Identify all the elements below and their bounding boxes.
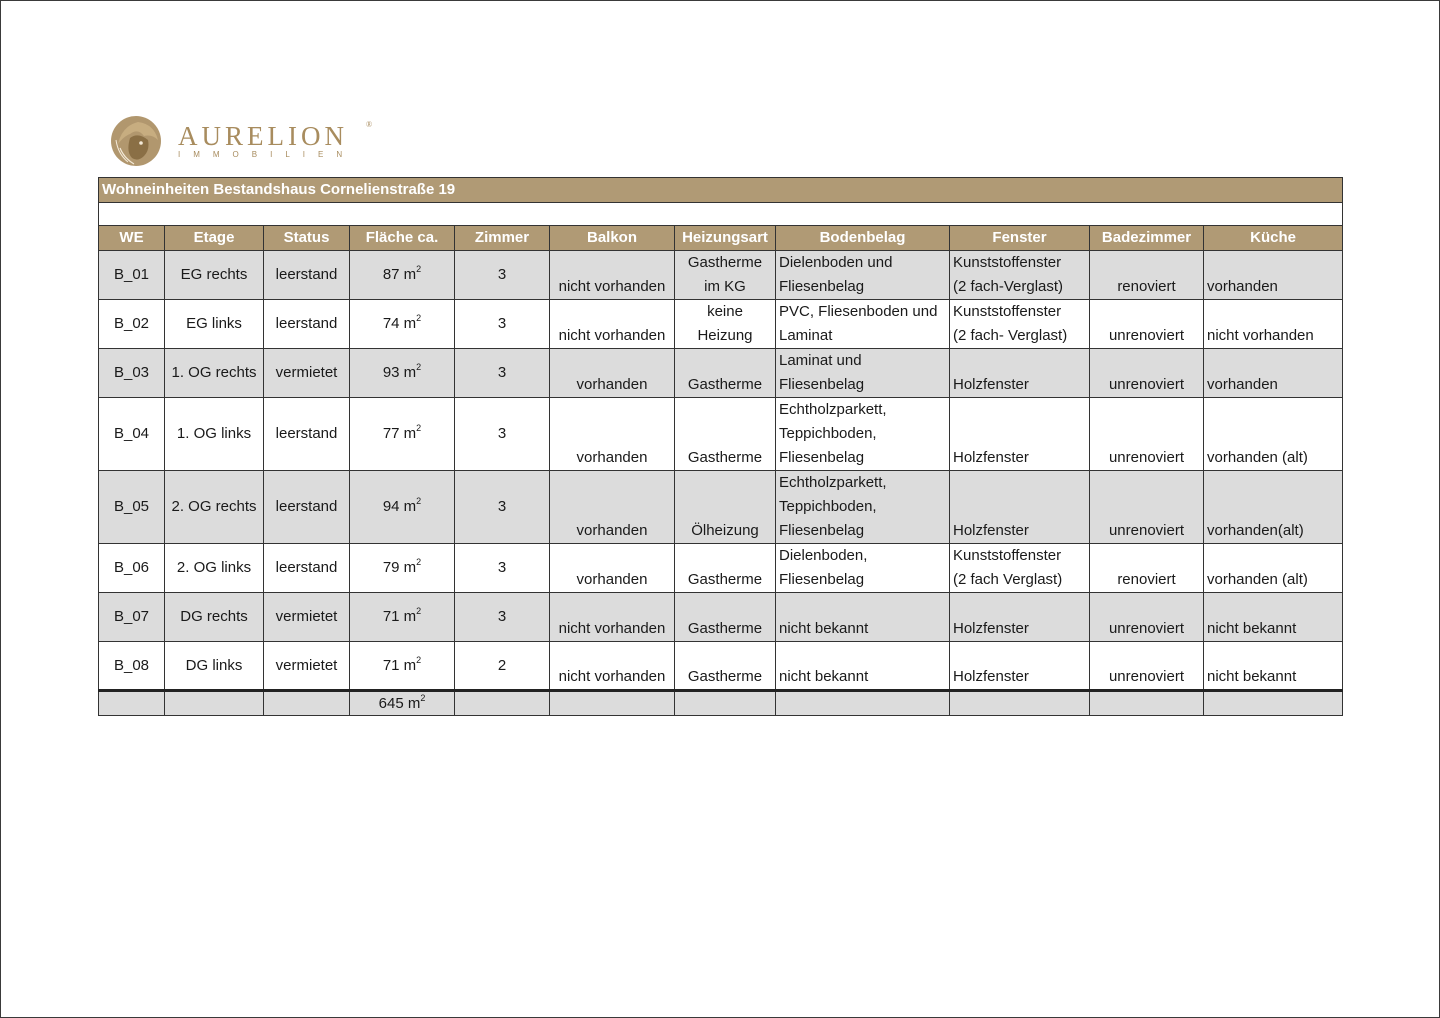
cell-status: leerstand: [264, 300, 350, 349]
area-unit: m: [403, 559, 417, 576]
cell-balkon: vorhanden: [550, 544, 675, 593]
cell-fenster-line: (2 fach-Verglast): [953, 278, 1064, 295]
area-exponent: 2: [416, 362, 422, 372]
column-header: WE: [99, 226, 165, 251]
table-row: [99, 642, 1343, 691]
cell-heizung: [675, 544, 776, 593]
cell-kueche: vorhanden: [1204, 251, 1343, 300]
cell-fenster-line: Kunststoffenster: [953, 547, 1062, 564]
cell-flaeche: [350, 398, 455, 471]
cell-fenster: [950, 544, 1090, 593]
cell-fenster: [950, 398, 1090, 471]
cell-status: leerstand: [264, 251, 350, 300]
cell-boden-line: Echtholzparkett,: [779, 401, 887, 418]
cell-kueche: vorhanden(alt): [1204, 471, 1343, 544]
cell-flaeche-value: 87: [382, 266, 400, 283]
area-unit: m: [403, 364, 417, 381]
cell-we: B_03: [99, 349, 165, 398]
cell-flaeche: [350, 300, 455, 349]
total-empty-cell: [675, 691, 776, 716]
blank-row: [99, 203, 1343, 226]
table-row: [99, 398, 1343, 471]
cell-heizung: [675, 251, 776, 300]
cell-heizung-line: Gastherme: [687, 668, 763, 685]
area-exponent: 2: [416, 654, 422, 665]
cell-fenster: [950, 349, 1090, 398]
area-unit: m: [407, 695, 421, 712]
cell-boden: [776, 300, 950, 349]
cell-boden: [776, 642, 950, 691]
cell-status: vermietet: [264, 593, 350, 642]
column-header: Zimmer: [455, 226, 550, 251]
cell-heizung: [675, 642, 776, 691]
cell-fenster-line: Holzfenster: [953, 668, 1029, 685]
cell-balkon: vorhanden: [550, 398, 675, 471]
cell-fenster-line: Holzfenster: [953, 620, 1029, 637]
area-unit: m: [403, 425, 417, 442]
cell-boden-line: Dielenboden und: [779, 254, 893, 271]
table-title: Wohneinheiten Bestandshaus Cornelienstraße 19: [99, 178, 1343, 203]
cell-etage: EG links: [165, 300, 264, 349]
cell-kueche: vorhanden (alt): [1204, 398, 1343, 471]
cell-kueche: vorhanden (alt): [1204, 544, 1343, 593]
cell-etage: 1. OG rechts: [165, 349, 264, 398]
cell-zimmer: 3: [455, 251, 550, 300]
cell-balkon: nicht vorhanden: [550, 300, 675, 349]
cell-status: leerstand: [264, 471, 350, 544]
cell-heizung: [675, 349, 776, 398]
cell-flaeche-value: 74: [382, 315, 400, 332]
area-exponent: 2: [416, 557, 422, 567]
cell-balkon: nicht vorhanden: [550, 593, 675, 642]
cell-bad: unrenoviert: [1090, 471, 1204, 544]
table-row: [99, 300, 1343, 349]
area-exponent: 2: [416, 423, 422, 433]
total-area: [350, 691, 455, 716]
cell-boden-line: PVC, Fliesenboden und: [779, 303, 938, 320]
cell-kueche: nicht vorhanden: [1204, 300, 1343, 349]
cell-fenster: [950, 593, 1090, 642]
cell-we: B_01: [99, 251, 165, 300]
cell-bad: unrenoviert: [1090, 349, 1204, 398]
cell-fenster-line: (2 fach- Verglast): [953, 327, 1068, 344]
area-exponent: 2: [416, 496, 422, 506]
cell-we: B_06: [99, 544, 165, 593]
cell-heizung: [675, 593, 776, 642]
cell-flaeche: [350, 471, 455, 544]
cell-heizung: [675, 471, 776, 544]
cell-we: B_05: [99, 471, 165, 544]
total-empty-cell: [550, 691, 675, 716]
cell-boden: [776, 471, 950, 544]
cell-fenster-line: (2 fach Verglast): [953, 571, 1063, 588]
area-unit: m: [403, 266, 417, 283]
cell-fenster: [950, 642, 1090, 691]
cell-kueche: vorhanden: [1204, 349, 1343, 398]
cell-etage: 1. OG links: [165, 398, 264, 471]
cell-boden-line: Fliesenbelag: [779, 522, 865, 539]
cell-balkon: nicht vorhanden: [550, 251, 675, 300]
area-exponent: 2: [420, 693, 426, 703]
cell-boden-line: Fliesenbelag: [779, 449, 865, 466]
cell-zimmer: 3: [455, 471, 550, 544]
column-header: Status: [264, 226, 350, 251]
cell-bad: unrenoviert: [1090, 300, 1204, 349]
cell-status: vermietet: [264, 349, 350, 398]
cell-boden-line: Dielenboden,: [779, 547, 868, 564]
area-exponent: 2: [416, 606, 422, 616]
cell-flaeche: [350, 349, 455, 398]
header-row: [99, 226, 1343, 251]
cell-boden: [776, 593, 950, 642]
brand-registered-mark: ®: [366, 120, 373, 129]
cell-heizung-line: Ölheizung: [691, 522, 759, 539]
cell-boden: [776, 251, 950, 300]
cell-balkon: vorhanden: [550, 349, 675, 398]
column-header: Badezimmer: [1090, 226, 1204, 251]
brand-name: AURELION: [178, 121, 348, 151]
cell-boden: [776, 349, 950, 398]
table-row: [99, 251, 1343, 300]
area-unit: m: [403, 498, 417, 515]
cell-status: vermietet: [264, 642, 350, 691]
cell-we: B_02: [99, 300, 165, 349]
cell-balkon: vorhanden: [550, 471, 675, 544]
column-header: Bodenbelag: [776, 226, 950, 251]
column-header: Küche: [1204, 226, 1343, 251]
cell-bad: unrenoviert: [1090, 398, 1204, 471]
cell-flaeche: [350, 593, 455, 642]
total-empty-cell: [1090, 691, 1204, 716]
cell-boden-line: nicht bekannt: [779, 668, 869, 685]
area-exponent: 2: [416, 264, 422, 274]
cell-flaeche: [350, 251, 455, 300]
total-area-value: 645: [378, 695, 404, 712]
cell-bad: renoviert: [1090, 251, 1204, 300]
total-empty-cell: [776, 691, 950, 716]
cell-boden: [776, 398, 950, 471]
area-unit: m: [403, 608, 417, 625]
area-exponent: 2: [416, 313, 422, 323]
cell-kueche: nicht bekannt: [1204, 593, 1343, 642]
cell-balkon: nicht vorhanden: [550, 642, 675, 691]
cell-we: B_07: [99, 593, 165, 642]
cell-boden-line: Laminat: [779, 327, 833, 344]
cell-flaeche: [350, 544, 455, 593]
total-empty-cell: [264, 691, 350, 716]
total-empty-cell: [950, 691, 1090, 716]
column-header: Balkon: [550, 226, 675, 251]
brand-logo: [108, 114, 388, 170]
cell-heizung-line: keine: [707, 303, 743, 320]
cell-fenster: [950, 471, 1090, 544]
table-title-row: [99, 178, 1343, 203]
total-empty-cell: [1204, 691, 1343, 716]
column-header: Fenster: [950, 226, 1090, 251]
total-empty-cell: [165, 691, 264, 716]
cell-etage: EG rechts: [165, 251, 264, 300]
table-row: [99, 593, 1343, 642]
cell-boden-line: Fliesenbelag: [779, 278, 865, 295]
total-row: [99, 691, 1343, 716]
cell-etage: 2. OG rechts: [165, 471, 264, 544]
cell-zimmer: 3: [455, 544, 550, 593]
cell-flaeche-value: 79: [382, 559, 400, 576]
cell-boden-line: Teppichboden,: [779, 498, 877, 515]
area-unit: m: [403, 656, 417, 674]
cell-etage: DG links: [165, 642, 264, 691]
area-unit: m: [403, 315, 417, 332]
cell-bad: unrenoviert: [1090, 593, 1204, 642]
brand-subtitle: IMMOBILIEN: [178, 150, 356, 159]
cell-boden-line: Teppichboden,: [779, 425, 877, 442]
cell-heizung-line: Gastherme: [687, 571, 763, 588]
cell-flaeche-value: 93: [382, 364, 400, 381]
cell-heizung-line: Gastherme: [687, 254, 763, 271]
cell-etage: DG rechts: [165, 593, 264, 642]
cell-heizung-line: im KG: [704, 278, 746, 295]
cell-bad: unrenoviert: [1090, 642, 1204, 691]
cell-heizung-line: Gastherme: [687, 620, 763, 637]
cell-heizung-line: Gastherme: [687, 449, 763, 466]
total-empty-cell: [99, 691, 165, 716]
cell-status: leerstand: [264, 544, 350, 593]
cell-fenster-line: Holzfenster: [953, 376, 1029, 393]
cell-zimmer: 3: [455, 398, 550, 471]
cell-etage: 2. OG links: [165, 544, 264, 593]
cell-fenster: [950, 300, 1090, 349]
cell-fenster-line: Holzfenster: [953, 522, 1029, 539]
cell-flaeche-value: 94: [382, 498, 400, 515]
cell-boden-line: Fliesenbelag: [779, 376, 865, 393]
cell-fenster-line: Kunststoffenster: [953, 254, 1062, 271]
table-row: [99, 544, 1343, 593]
cell-flaeche-value: 71: [382, 656, 400, 674]
lion-logo-icon: [108, 114, 166, 168]
unit-inventory-table: [98, 177, 1343, 716]
cell-boden: [776, 544, 950, 593]
cell-zimmer: 3: [455, 349, 550, 398]
cell-flaeche: [350, 642, 455, 691]
cell-flaeche-value: 71: [382, 608, 400, 625]
cell-bad: renoviert: [1090, 544, 1204, 593]
column-header: Etage: [165, 226, 264, 251]
cell-fenster: [950, 251, 1090, 300]
cell-we: B_08: [99, 642, 165, 691]
cell-boden-line: Laminat und: [779, 352, 862, 369]
cell-fenster-line: Kunststoffenster: [953, 303, 1062, 320]
cell-we: B_04: [99, 398, 165, 471]
cell-heizung-line: Heizung: [697, 327, 753, 344]
cell-zimmer: 3: [455, 593, 550, 642]
cell-boden-line: Fliesenbelag: [779, 571, 865, 588]
cell-status: leerstand: [264, 398, 350, 471]
table-row: [99, 349, 1343, 398]
cell-heizung-line: Gastherme: [687, 376, 763, 393]
cell-heizung: [675, 300, 776, 349]
cell-zimmer: 2: [455, 642, 550, 691]
cell-boden-line: nicht bekannt: [779, 620, 869, 637]
cell-zimmer: 3: [455, 300, 550, 349]
table-row: [99, 471, 1343, 544]
cell-heizung: [675, 398, 776, 471]
cell-fenster-line: Holzfenster: [953, 449, 1029, 466]
column-header: Heizungsart: [675, 226, 776, 251]
cell-kueche: nicht bekannt: [1204, 642, 1343, 691]
total-empty-cell: [455, 691, 550, 716]
cell-flaeche-value: 77: [382, 425, 400, 442]
column-header: Fläche ca.: [350, 226, 455, 251]
cell-boden-line: Echtholzparkett,: [779, 474, 887, 491]
